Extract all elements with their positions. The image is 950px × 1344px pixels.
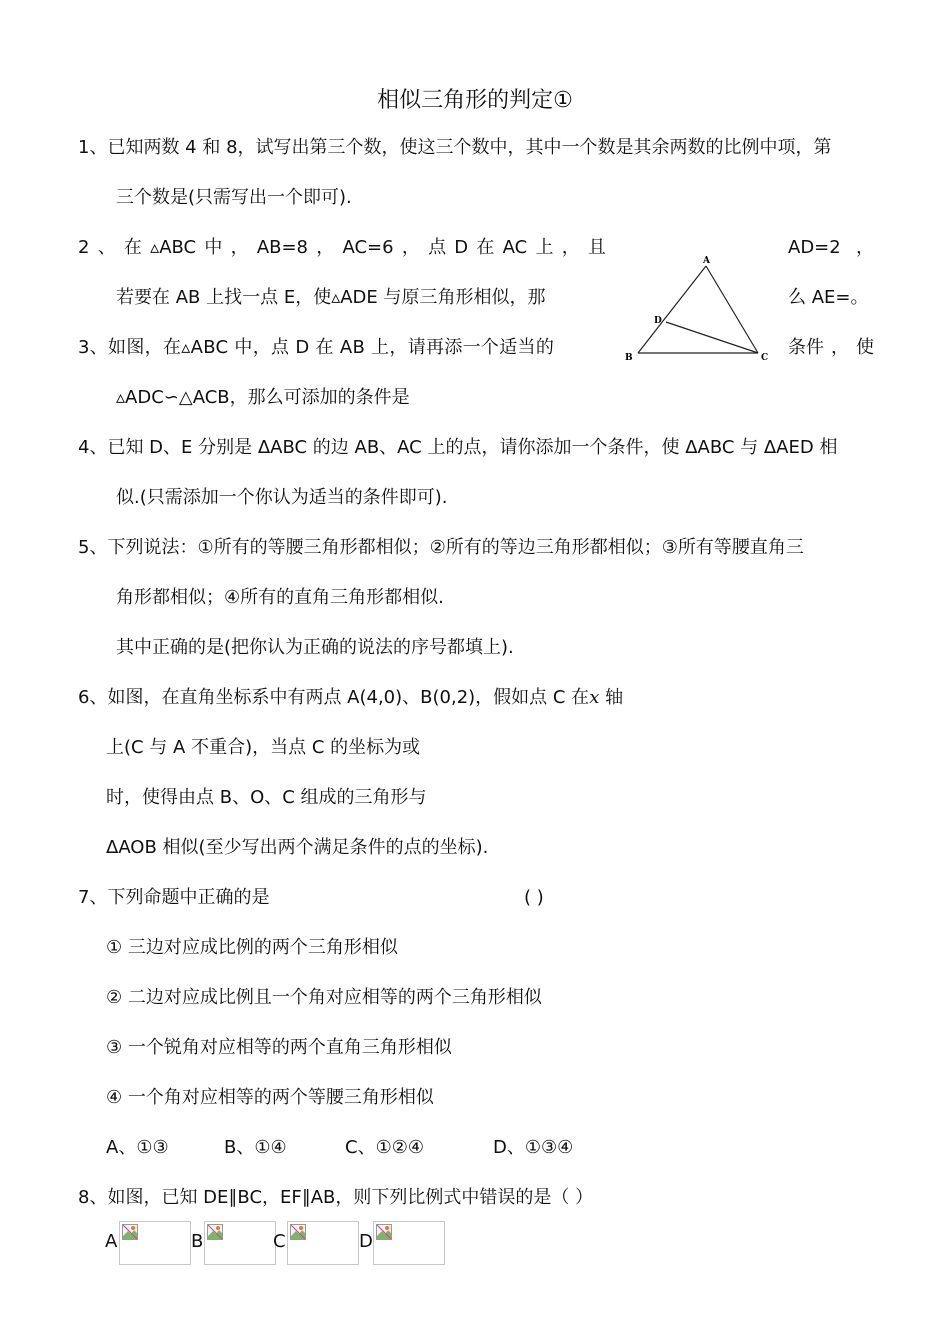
q7-option-a: A、①③ xyxy=(106,1137,169,1158)
q2-part: ， xyxy=(561,237,580,258)
q8-option-a-image xyxy=(119,1221,191,1265)
label-a: A xyxy=(703,256,710,266)
triangle-figure xyxy=(620,250,780,370)
q2-part: 中 xyxy=(204,237,223,258)
q6-line1-end: 轴 xyxy=(605,687,624,708)
q5-line1: 5、下列说法：①所有的等腰三角形都相似；②所有的等边三角形都相似；③所有等腰直角三 xyxy=(78,537,804,558)
q7-item-2: ② 二边对应成比例且一个角对应相等的两个三角形相似 xyxy=(106,987,542,1008)
label-c: C xyxy=(761,353,769,363)
q2-part: D xyxy=(454,237,469,258)
q3-line1: 3、如图，在▵ABC 中，点 D 在 AB 上，请再添一个适当的 xyxy=(78,337,555,358)
q8-option-b-image xyxy=(204,1221,276,1265)
q6-line1-text: 6、如图，在直角坐标系中有两点 A(4,0)、B(0,2)，假如点 C 在 xyxy=(78,687,590,708)
q5-line2: 角形都相似；④所有的直角三角形都相似. xyxy=(116,587,444,608)
q7-item-1: ① 三边对应成比例的两个三角形相似 xyxy=(106,937,398,958)
segment-dc xyxy=(666,322,758,353)
q3-line2: ▵ADC∽△ACB，那么可添加的条件是 xyxy=(116,387,410,408)
q2-part: 、 xyxy=(97,237,116,258)
q1-line1: 1、已知两数 4 和 8，试写出第三个数，使这三个数中，其中一个数是其余两数的比例中项，第 xyxy=(78,137,832,158)
q8-option-c-label: C xyxy=(273,1231,286,1252)
broken-image-icon xyxy=(376,1224,392,1240)
q1-line2: 三个数是(只需写出一个即可). xyxy=(116,187,352,208)
q8-option-d-label: D xyxy=(359,1231,373,1252)
q7-answer-bracket: ( ) xyxy=(524,887,544,908)
q2-part: ， xyxy=(230,237,249,258)
q4-line1: 4、已知 D、E 分别是 ΔABC 的边 AB、AC 上的点，请你添加一个条件，使 ΔABC 与 ΔAED 相 xyxy=(78,437,838,458)
q6-line4: ΔAOB 相似(至少写出两个满足条件的点的坐标). xyxy=(106,837,489,858)
q6-var-x: x xyxy=(589,687,600,708)
label-b: B xyxy=(625,353,633,363)
q2-part: 在 xyxy=(476,237,495,258)
q2-part: 且 xyxy=(587,237,606,258)
edge-ac xyxy=(706,266,758,353)
edge-ab xyxy=(638,266,706,353)
q2-part: AD=2 xyxy=(788,237,841,258)
q2-part: 2 xyxy=(78,237,90,258)
broken-image-icon xyxy=(290,1224,306,1240)
q2-part: ， xyxy=(401,237,420,258)
broken-image-icon xyxy=(207,1224,223,1240)
q2-part: AC xyxy=(502,237,528,258)
q2-part: 在 xyxy=(123,237,142,258)
q3-line1-end xyxy=(788,336,874,360)
q7-option-d: D、①③④ xyxy=(493,1137,574,1158)
q3-part: ， xyxy=(831,337,849,358)
q8-option-b-label: B xyxy=(191,1231,204,1252)
q2-part: ▵ABC xyxy=(150,237,197,258)
q2-line1 xyxy=(78,236,606,260)
broken-image-icon xyxy=(122,1224,138,1240)
q8-option-d-image xyxy=(373,1221,445,1265)
q2-part: AB=8 xyxy=(256,237,309,258)
page-title: 相似三角形的判定① xyxy=(377,88,573,113)
q8-stem: 8、如图，已知 DE∥BC，EF∥AB，则下列比例式中错误的是（ ） xyxy=(78,1187,594,1208)
q2-line1-end xyxy=(788,236,874,260)
q2-line2: 若要在 AB 上找一点 E，使▵ADE 与原三角形相似，那 xyxy=(116,287,546,308)
q2-part: 上 xyxy=(535,237,554,258)
q7-option-c: C、①②④ xyxy=(345,1137,424,1158)
q6-line3: 时，使得由点 B、O、C 组成的三角形与 xyxy=(106,787,427,808)
q2-part: 点 xyxy=(428,237,447,258)
q7-item-3: ③ 一个锐角对应相等的两个直角三角形相似 xyxy=(106,1037,452,1058)
q8-option-a-label: A xyxy=(105,1231,118,1252)
label-d: D xyxy=(654,316,662,326)
q3-part: 条件 xyxy=(788,337,824,358)
q6-line1 xyxy=(78,686,623,710)
q2-part: ， xyxy=(316,237,335,258)
q2-part: ， xyxy=(856,237,874,258)
q7-stem: 7、下列命题中正确的是 xyxy=(78,887,270,908)
q3-part: 使 xyxy=(856,337,874,358)
q7-option-b: B、①④ xyxy=(224,1137,287,1158)
q8-option-c-image xyxy=(287,1221,359,1265)
q4-line2: 似.(只需添加一个你认为适当的条件即可). xyxy=(116,487,448,508)
q5-line3: 其中正确的是(把你认为正确的说法的序号都填上). xyxy=(116,637,514,658)
q2-part: AC=6 xyxy=(342,237,394,258)
q2-line2-end: 么 AE=。 xyxy=(788,287,869,308)
q7-item-4: ④ 一个角对应相等的两个等腰三角形相似 xyxy=(106,1087,434,1108)
q6-line2: 上(C 与 A 不重合)，当点 C 的坐标为或 xyxy=(106,737,421,758)
